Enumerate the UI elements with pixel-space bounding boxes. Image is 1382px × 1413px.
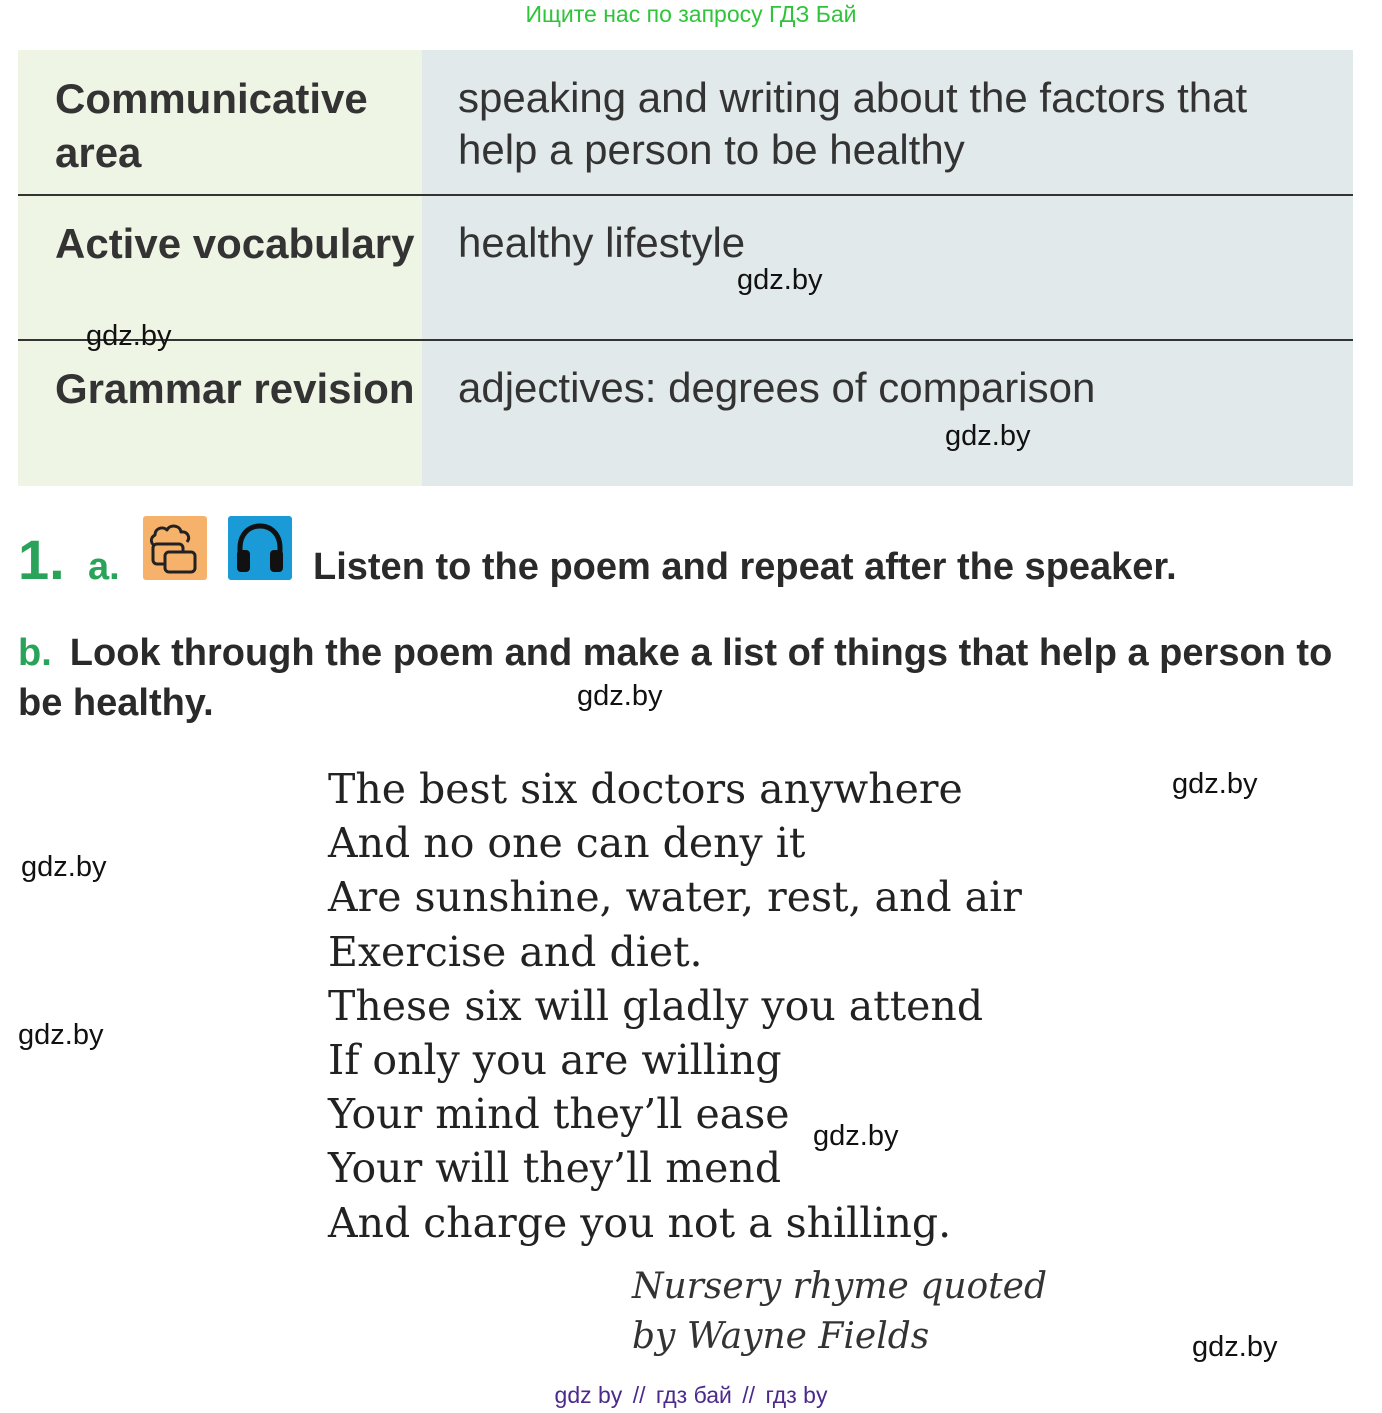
poem-line: These six will gladly you attend [328, 981, 984, 1030]
pair-work-icon [143, 516, 207, 580]
table-row-grammar-revision [18, 340, 1353, 486]
poem-line: If only you are willing [328, 1036, 782, 1085]
footer-link[interactable]: гдз бай [655, 1382, 732, 1408]
lesson-info-table [18, 50, 1353, 486]
watermark: gdz.by [1192, 1331, 1278, 1363]
row-label: Grammar revision [55, 365, 415, 412]
table-row-communicative-area [18, 50, 1353, 195]
attribution-line: Nursery rhyme quoted [632, 1266, 1048, 1307]
instruction-part-b [18, 628, 1363, 728]
poem-line: Your mind they’ll ease [328, 1090, 790, 1139]
watermark: gdz.by [813, 1120, 899, 1152]
watermark: gdz.by [737, 264, 823, 296]
poem-attribution [632, 1262, 1152, 1362]
poem-line: Exercise and diet. [328, 927, 703, 976]
footer-link[interactable]: гдз by [765, 1382, 828, 1408]
watermark: gdz.by [1172, 768, 1258, 800]
instruction-part-a: Listen to the poem and repeat after the speaker. [313, 546, 1177, 588]
headphones-icon[interactable] [228, 516, 292, 580]
row-value: healthy lifestyle [458, 219, 746, 266]
row-value: speaking and writing about the factors that help a person to be healthy [458, 74, 1248, 173]
footer-separator: // [742, 1382, 756, 1408]
row-label-cell [18, 340, 422, 486]
footer-separator: // [632, 1382, 646, 1408]
row-label-cell [18, 50, 422, 195]
poem [328, 762, 1128, 1250]
top-banner[interactable]: Ищите нас по запросу ГДЗ Бай [525, 1, 857, 27]
table-row-active-vocabulary [18, 195, 1353, 340]
poem-line: And charge you not a shilling. [328, 1198, 952, 1247]
table-divider [18, 339, 1353, 341]
attribution-line: by Wayne Fields [632, 1316, 930, 1357]
exercise-number: 1. [18, 528, 65, 591]
poem-line: Your will they’ll mend [328, 1144, 782, 1193]
row-value-cell [422, 195, 1353, 340]
watermark: gdz.by [21, 851, 107, 883]
part-a-letter: a. [88, 546, 120, 588]
row-label: Active vocabulary [55, 220, 415, 267]
part-b-text: Look through the poem and make a list of things that help a person to be healthy. [18, 632, 1333, 724]
part-b-letter: b. [18, 632, 52, 674]
row-label-cell [18, 195, 422, 340]
row-value: adjectives: degrees of comparison [458, 364, 1096, 411]
footer-links [0, 1380, 1382, 1410]
watermark: gdz.by [18, 1019, 104, 1051]
row-label: Communicative area [55, 75, 368, 176]
poem-line: The best six doctors anywhere [328, 765, 963, 813]
table-divider [18, 194, 1353, 196]
watermark: gdz.by [86, 320, 172, 352]
footer-link[interactable]: gdz by [554, 1382, 623, 1408]
watermark: gdz.by [945, 420, 1031, 452]
row-value-cell [422, 340, 1353, 486]
poem-line: Are sunshine, water, rest, and air [328, 873, 1022, 922]
watermark: gdz.by [577, 680, 663, 712]
poem-line: And no one can deny it [328, 819, 806, 868]
row-value-cell [422, 50, 1353, 195]
